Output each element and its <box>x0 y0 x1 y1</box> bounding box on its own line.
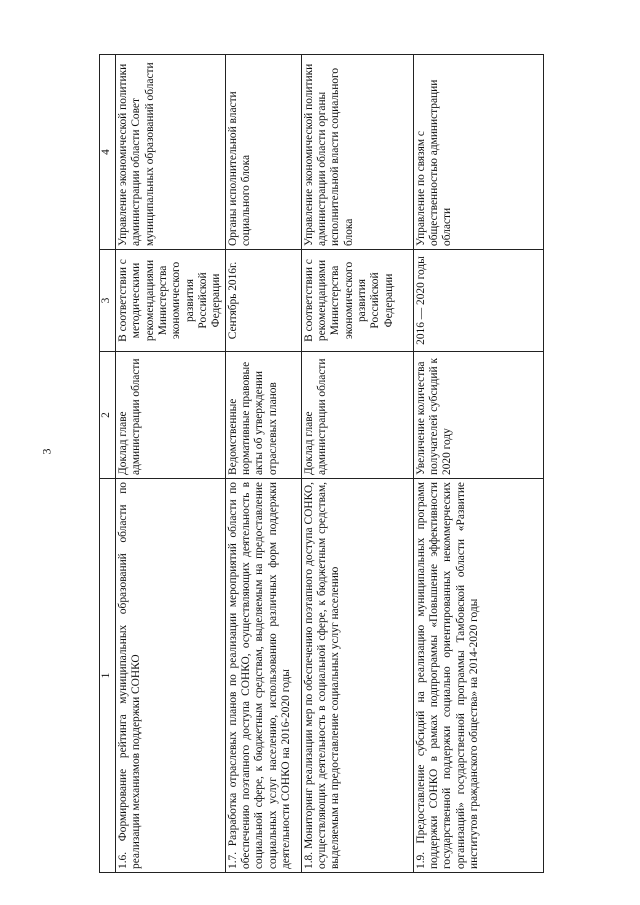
measure-cell: 1.7. Разработка отраслевых планов по реализации мероприятий области по обеспечению поэтапного доступа СОНКО, осуществляющих деятельность в социальной сфере, к бюджетным средствам, выделяемым на предоставление социальных услуг населению, использованию различных форм поддержки деятельности СОНКО на 2016-2020 годы <box>225 479 301 873</box>
rotated-table-wrapper <box>99 55 544 873</box>
result-cell: Доклад главе администрации области <box>301 352 413 479</box>
deadline-cell: 2016 — 2020 годы <box>413 250 543 352</box>
measure-cell: 1.6. Формирование рейтинга муниципальных образований области по реализации механизмов поддержки СОНКО <box>116 479 226 873</box>
responsible-cell: Управление по связям с общественностью администрации области <box>413 55 543 250</box>
result-cell: Доклад главе администрации области <box>116 352 226 479</box>
table-row <box>116 55 226 873</box>
responsible-cell: Управление экономической политики администрации области Совет муниципальных образований области <box>116 55 226 250</box>
result-cell: Увеличение количества получателей субсидий к 2020 году <box>413 352 543 479</box>
table-row <box>301 55 413 873</box>
header-cell-1: 1 <box>100 479 116 873</box>
page-number: 3 <box>39 448 54 455</box>
measure-cell: 1.8. Мониторинг реализации мер по обеспечению поэтапного доступа СОНКО, осуществляющих деятельность в социальной сфере, к бюджетным средствам, выделяемым на предоставление социальных услуг населению <box>301 479 413 873</box>
table-row <box>225 55 301 873</box>
responsible-cell: Управление экономической политики администрации области органы исполнительной власти социального блока <box>301 55 413 250</box>
header-cell-4: 4 <box>100 55 116 250</box>
table-header-row <box>100 55 116 873</box>
plan-table <box>99 54 544 873</box>
responsible-cell: Органы исполнительной власти социального блока <box>225 55 301 250</box>
header-cell-2: 2 <box>100 352 116 479</box>
result-cell: Ведомственные нормативные правовые акты об утверждении отраслевых планов <box>225 352 301 479</box>
measure-cell: 1.9. Предоставление субсидий на реализацию муниципальных программ поддержки СОНКО в рамках подпрограммы «Повышение эффективности государственной поддержки социально ориентированных некоммерческих организаций» государственной программы Тамбовской области «Развитие институтов гражданского общества» на 2014-2020 годы <box>413 479 543 873</box>
deadline-cell: Сентябрь 2016г. <box>225 250 301 352</box>
table-row <box>413 55 543 873</box>
header-cell-3: 3 <box>100 250 116 352</box>
deadline-cell: В соответствии с методическими рекомендациями Министерства экономического развития Российской Федерации <box>116 250 226 352</box>
deadline-cell: В соответствии с рекомендациями Министерства экономического развития Российской Федерации <box>301 250 413 352</box>
